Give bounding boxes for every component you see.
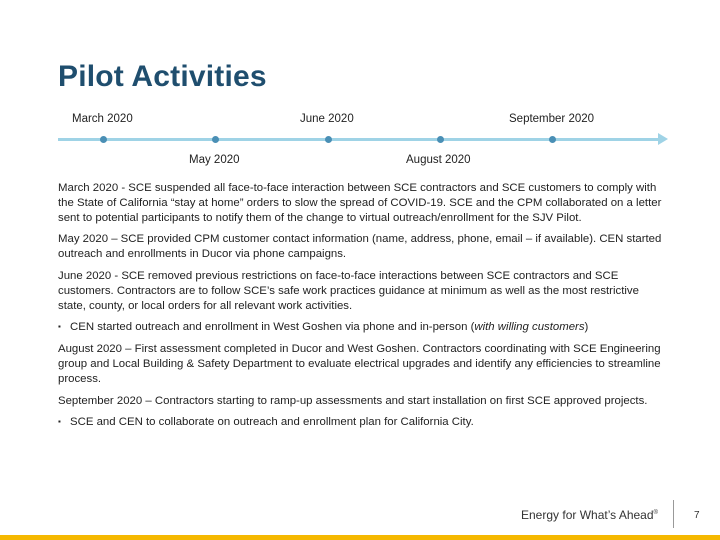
- bottom-accent-bar: [0, 535, 720, 540]
- bullet-item-california-city: [58, 415, 668, 430]
- timeline-dot-august: [437, 136, 444, 143]
- timeline-dot-march: [100, 136, 107, 143]
- timeline-line: [58, 138, 662, 141]
- footer-divider: [673, 500, 674, 528]
- bullet-icon: ▪: [58, 322, 61, 332]
- timeline-dot-september: [549, 136, 556, 143]
- paragraph-august: August 2020 – First assessment completed in Ducor and West Goshen. Contractors coordinating with SCE Engineering group and Local Building & Safety Department to evaluate electrical upgrades and identify any efficiencies to streamline process.: [58, 343, 661, 385]
- paragraph-may: May 2020 – SCE provided CPM customer contact information (name, address, phone, email – if available). CEN started outreach and enrollments in Ducor via phone campaigns.: [58, 233, 662, 261]
- timeline-label-september: September 2020: [509, 113, 595, 125]
- timeline-dot-may: [212, 136, 219, 143]
- footer-brand-tagline: Energy for What’s Ahead®: [521, 508, 658, 522]
- bullet-icon: ▪: [58, 417, 61, 427]
- activities-body: [58, 181, 668, 437]
- bullet-text: CEN started outreach and enrollment in West Goshen via phone and in-person (with willing customers): [70, 321, 589, 334]
- timeline-label-august: August 2020: [406, 154, 471, 166]
- page-title: Pilot Activities: [58, 60, 267, 93]
- timeline: [58, 132, 670, 148]
- timeline-label-june: June 2020: [300, 113, 354, 125]
- timeline-label-may: May 2020: [189, 154, 240, 166]
- timeline-dot-june: [325, 136, 332, 143]
- timeline-label-march: March 2020: [72, 113, 133, 125]
- paragraph-june: June 2020 - SCE removed previous restrictions on face-to-face interactions between SCE contractors and SCE customers. Contractors are to follow SCE’s safe work practices guidance at minimum as well as the most restrictive state, county, or local orders for all relevant work activities.: [58, 269, 639, 312]
- paragraph-march: March 2020 - SCE suspended all face-to-face interaction between SCE contractors and SCE customers to comply with the State of California “stay at home” orders to slow the spread of COVID-19. SCE and the CPM collaborated on a letter sent to potential participants to notify them of the change to virtual outreach/enrollment for the SJV Pilot.: [58, 182, 662, 224]
- paragraph-september: September 2020 – Contractors starting to ramp-up assessments and start installation on first SCE approved projects.: [58, 394, 648, 407]
- bullet-item-west-goshen: [58, 320, 668, 335]
- bullet-text: SCE and CEN to collaborate on outreach and enrollment plan for California City.: [70, 416, 474, 429]
- timeline-arrow-icon: [658, 133, 668, 145]
- page-number: 7: [694, 510, 700, 521]
